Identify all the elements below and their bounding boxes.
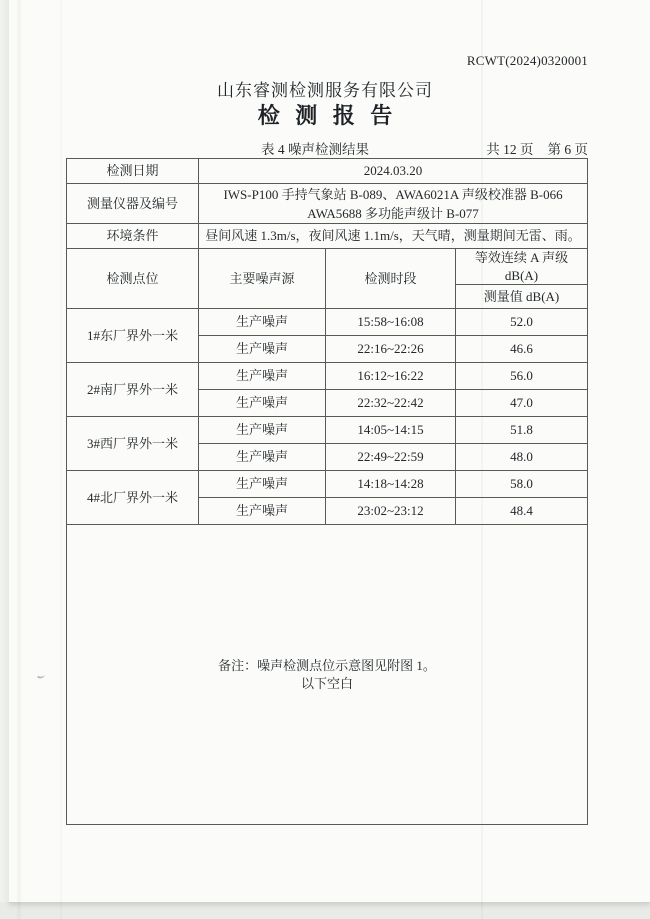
blank-below-text: 以下空白 (301, 675, 354, 691)
cell-label-environment: 环境条件 (67, 224, 199, 249)
cell-source: 生产噪声 (199, 498, 326, 525)
table-row (67, 224, 588, 249)
note-text: 备注：噪声检测点位示意图见附图 1。 (218, 658, 436, 673)
cell-period: 22:49~22:59 (326, 444, 456, 471)
cell-period: 23:02~23:12 (326, 498, 456, 525)
cell-source: 生产噪声 (199, 444, 326, 471)
cell-source: 生产噪声 (199, 336, 326, 363)
cell-value: 48.4 (456, 498, 588, 525)
header-measured-value: 测量值 dB(A) (456, 285, 588, 309)
noise-results-table (66, 158, 588, 825)
cell-period: 22:16~22:26 (326, 336, 456, 363)
table-row (67, 363, 588, 390)
cell-period: 16:12~16:22 (326, 363, 456, 390)
document-number: RCWT(2024)0320001 (466, 53, 588, 68)
pages-total: 共 12 页 (486, 142, 534, 157)
table-row (67, 525, 588, 825)
cell-label-test-date: 检测日期 (67, 159, 199, 184)
page-current: 第 6 页 (547, 142, 588, 157)
cell-location: 2#南厂界外一米 (67, 363, 199, 417)
cell-location: 1#东厂界外一米 (67, 309, 199, 363)
cell-value-test-date: 2024.03.20 (199, 159, 588, 184)
table-caption: 表 4 噪声检测结果 (261, 142, 369, 157)
cell-value: 48.0 (456, 444, 588, 471)
table-row (67, 471, 588, 498)
table-row (67, 159, 588, 184)
cell-period: 14:05~14:15 (326, 417, 456, 444)
cell-period: 14:18~14:28 (326, 471, 456, 498)
cell-value: 47.0 (456, 390, 588, 417)
cell-label-instruments: 测量仪器及编号 (67, 184, 199, 224)
cell-value: 52.0 (456, 309, 588, 336)
cell-value: 58.0 (456, 471, 588, 498)
report-title: 检 测 报 告 (257, 103, 398, 128)
cell-notes (67, 525, 588, 825)
cell-period: 15:58~16:08 (326, 309, 456, 336)
header-location: 检测点位 (67, 249, 199, 309)
cell-period: 22:32~22:42 (326, 390, 456, 417)
cell-source: 生产噪声 (199, 309, 326, 336)
table-header-row (67, 249, 588, 285)
instrument-line-2: AWA5688 多功能声级计 B-077 (307, 205, 479, 221)
table-row (67, 309, 588, 336)
instrument-line-1: IWS-P100 手持气象站 B-089、AWA6021A 声级校准器 B-066 (223, 186, 563, 202)
table-row (67, 184, 588, 224)
header-period: 检测时段 (326, 249, 456, 309)
cell-location: 3#西厂界外一米 (67, 417, 199, 471)
cell-source: 生产噪声 (199, 417, 326, 444)
cell-value: 51.8 (456, 417, 588, 444)
header-level-group: 等效连续 A 声级 dB(A) (456, 249, 588, 285)
cell-source: 生产噪声 (199, 471, 326, 498)
cell-value-environment: 昼间风速 1.3m/s，夜间风速 1.1m/s，天气晴，测量期间无雷、雨。 (199, 224, 588, 249)
cell-location: 4#北厂界外一米 (67, 471, 199, 525)
table-row (67, 417, 588, 444)
page-info (486, 138, 588, 158)
cell-source: 生产噪声 (199, 390, 326, 417)
cell-value-instruments (199, 184, 588, 224)
header-source: 主要噪声源 (199, 249, 326, 309)
company-name: 山东睿测检测服务有限公司 (217, 81, 433, 100)
cell-value: 56.0 (456, 363, 588, 390)
cell-value: 46.6 (456, 336, 588, 363)
cell-source: 生产噪声 (199, 363, 326, 390)
scan-edge-shadow (0, 0, 9, 902)
